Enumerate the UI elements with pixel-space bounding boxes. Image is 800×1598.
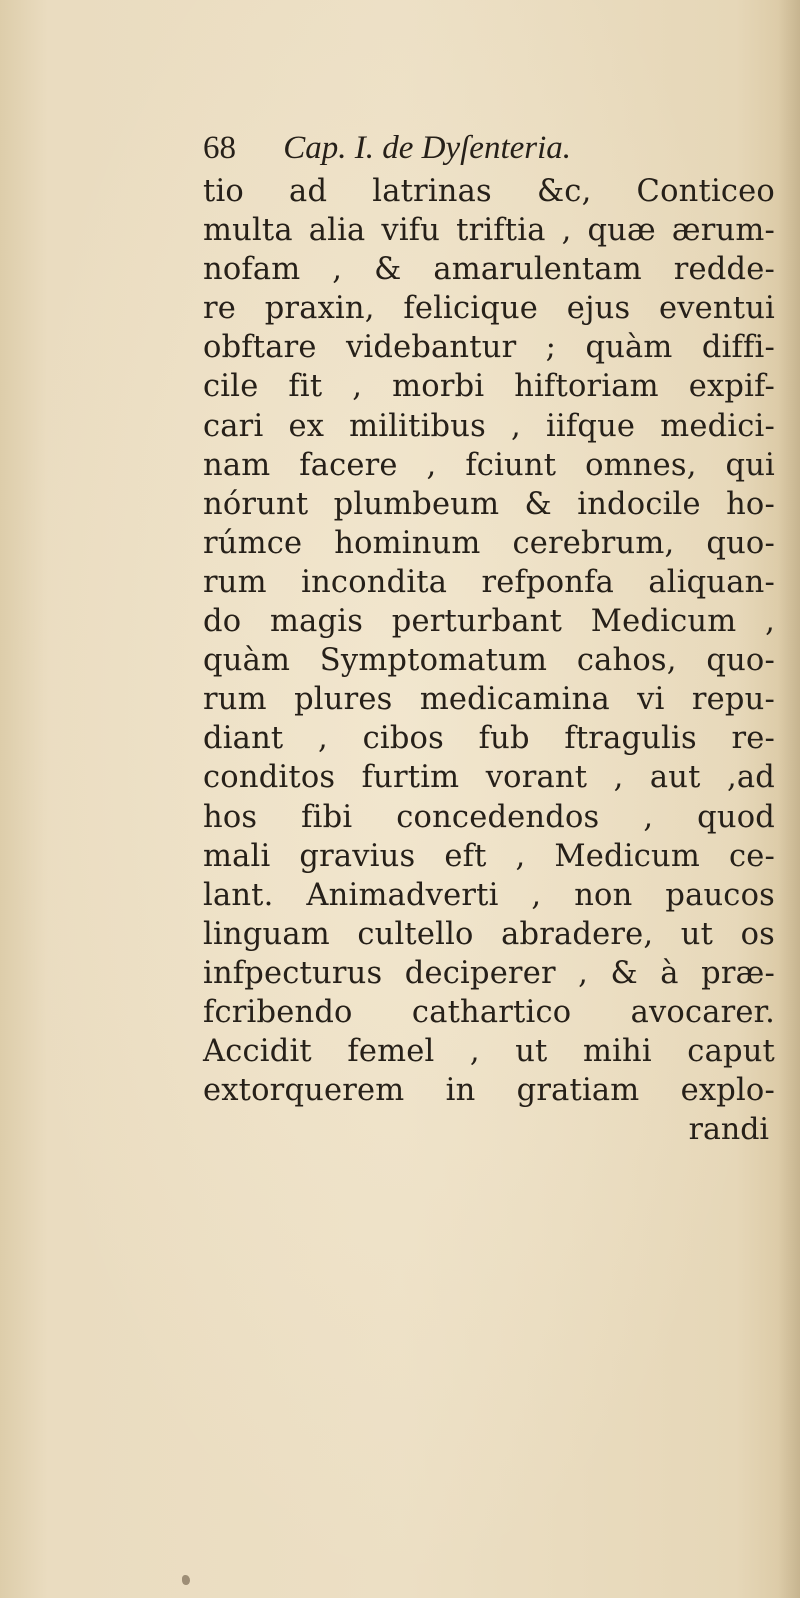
text-line: diant , cibos fub ftragulis re- <box>203 721 775 757</box>
text-line: conditos furtim vorant , aut ,ad <box>203 760 775 796</box>
text-line: nórunt plumbeum & indocile ho- <box>203 486 775 522</box>
catchword: randi <box>688 1112 769 1148</box>
ink-spot <box>182 1575 190 1585</box>
page-number: 68 <box>203 130 236 166</box>
text-line: obftare videbantur ; quàm diffi- <box>203 330 775 366</box>
text-line: multa alia vifu triftia , quæ ærum- <box>203 213 775 249</box>
text-line: do magis perturbant Medicum , <box>203 604 775 640</box>
text-line: nofam , & amarulentam redde- <box>203 252 775 288</box>
text-line: lant. Animadverti , non paucos <box>203 877 775 913</box>
page-edge-shadow <box>778 0 800 1598</box>
text-line: tio ad latrinas &c, Conticeo <box>203 174 775 209</box>
text-line: rum plures medicamina vi repu- <box>203 682 775 718</box>
text-line: cile fit , morbi hiftoriam expif- <box>203 369 775 405</box>
text-block <box>203 128 775 1149</box>
text-line: fcribendo cathartico avocarer. <box>203 994 775 1030</box>
text-line: extorquerem in gratiam explo- <box>203 1073 775 1109</box>
text-line: linguam cultello abradere, ut os <box>203 916 775 952</box>
text-line: mali gravius eft , Medicum ce- <box>203 838 775 874</box>
text-line: quàm Symptomatum cahos, quo- <box>203 643 775 679</box>
text-line: hos fibi concedendos , quod <box>203 799 775 835</box>
page-header <box>203 128 775 168</box>
text-line: nam facere , fciunt omnes, qui <box>203 447 775 483</box>
text-line: rúmce hominum cerebrum, quo- <box>203 525 775 561</box>
running-title: Cap. I. de Dyſenteria. <box>283 130 572 166</box>
text-line: Accidit femel , ut mihi caput <box>203 1034 775 1070</box>
text-line: rum incondita refponfa aliquan- <box>203 564 775 600</box>
text-line: infpecturus deciperer , & à præ- <box>203 955 775 991</box>
text-line: re praxin, felicique ejus eventui <box>203 291 775 327</box>
text-line: cari ex militibus , iifque medici- <box>203 408 775 444</box>
